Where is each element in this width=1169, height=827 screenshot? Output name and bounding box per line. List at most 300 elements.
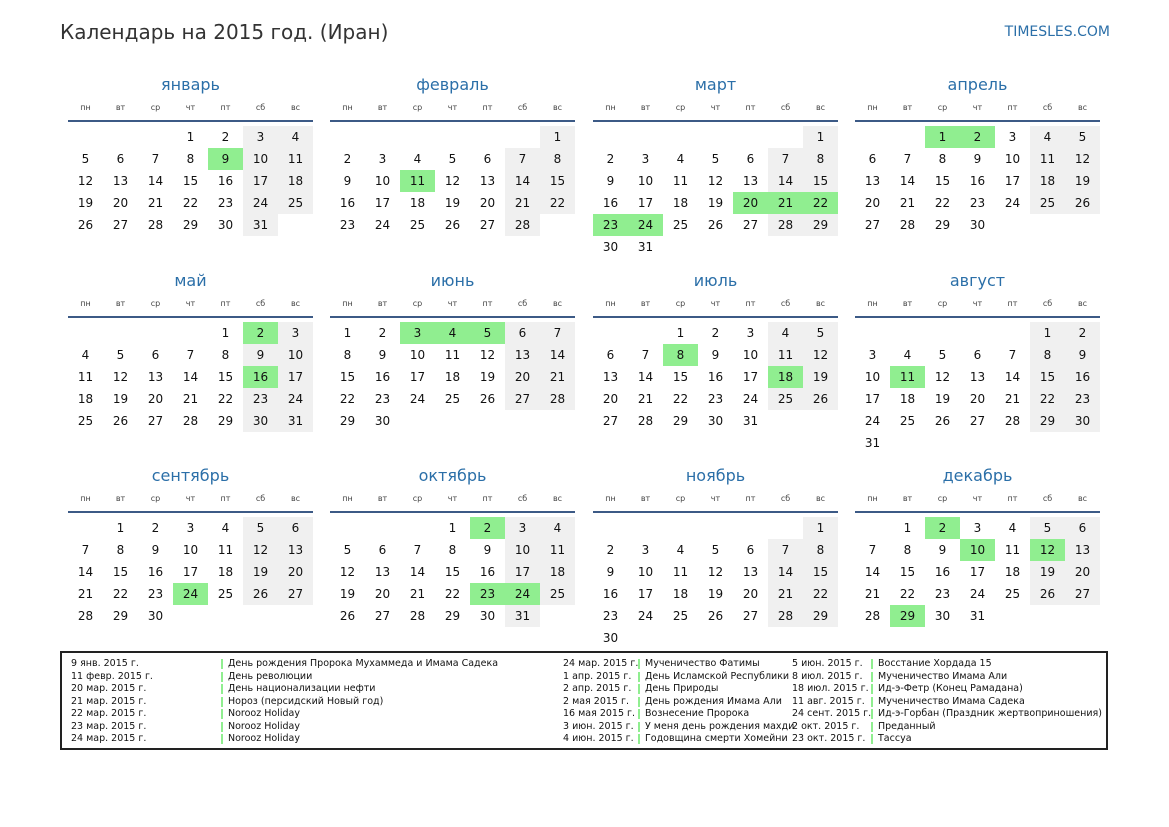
day-cell: 27 xyxy=(864,218,881,232)
weekday-label: вт xyxy=(377,103,388,112)
day-cell: 27 xyxy=(602,414,619,428)
legend-date: 2 апр. 2015 г. xyxy=(563,683,632,694)
day-cell: 5 xyxy=(1065,126,1100,148)
month-block xyxy=(593,270,838,432)
day-cell: 15 xyxy=(540,170,575,192)
day-cell: 22 xyxy=(112,587,129,601)
day-cell: 25 xyxy=(540,583,575,605)
day-cell: 25 xyxy=(899,414,916,428)
holiday-day-cell: 20 xyxy=(733,192,768,214)
day-cell: 15 xyxy=(217,370,234,384)
weekday-label: вс xyxy=(552,299,563,308)
day-cell: 26 xyxy=(707,218,724,232)
weekday-label: ср xyxy=(412,494,423,503)
legend-holiday-name: Тассуа xyxy=(878,733,912,744)
weekday-label: ср xyxy=(412,103,423,112)
day-cell: 24 xyxy=(1004,196,1021,210)
day-cell: 1 xyxy=(448,521,457,535)
holiday-day-cell: 16 xyxy=(243,366,278,388)
month-name: май xyxy=(174,271,207,290)
day-cell: 2 xyxy=(221,130,230,144)
legend-date: 23 мар. 2015 г. xyxy=(71,720,147,732)
day-grid xyxy=(855,322,1100,454)
legend-date: 11 февр. 2015 г. xyxy=(71,670,153,682)
day-cell: 23 xyxy=(934,587,951,601)
day-cell: 1 xyxy=(803,517,838,539)
weekday-label: вс xyxy=(815,103,826,112)
day-cell: 15 xyxy=(803,170,838,192)
day-cell: 1 xyxy=(540,126,575,148)
day-cell: 16 xyxy=(479,565,496,579)
weekday-label: чт xyxy=(710,299,721,308)
day-cell: 7 xyxy=(641,348,650,362)
holiday-day-cell: 24 xyxy=(505,583,540,605)
month-block xyxy=(68,74,313,236)
page-title: Календарь на 2015 год. (Иран) xyxy=(60,20,389,44)
day-cell: 17 xyxy=(182,565,199,579)
day-cell: 7 xyxy=(868,543,877,557)
day-cell: 16 xyxy=(934,565,951,579)
day-cell: 18 xyxy=(278,170,313,192)
legend-marker xyxy=(871,697,873,707)
day-cell: 30 xyxy=(147,609,164,623)
month-name: июль xyxy=(693,271,738,290)
day-cell: 24 xyxy=(243,192,278,214)
holiday-day-cell: 21 xyxy=(768,192,803,214)
day-cell: 9 xyxy=(151,543,160,557)
day-cell: 23 xyxy=(339,218,356,232)
day-cell: 18 xyxy=(899,392,916,406)
day-cell: 11 xyxy=(768,344,803,366)
month-name: декабрь xyxy=(942,466,1013,485)
legend-marker xyxy=(871,659,873,669)
month-name: октябрь xyxy=(418,466,487,485)
weekday-label: вт xyxy=(115,299,126,308)
day-cell: 5 xyxy=(1030,517,1065,539)
day-cell: 27 xyxy=(969,414,986,428)
day-cell: 19 xyxy=(77,196,94,210)
day-cell: 27 xyxy=(112,218,129,232)
day-grid xyxy=(330,322,575,432)
day-cell: 4 xyxy=(903,348,912,362)
day-cell: 14 xyxy=(899,174,916,188)
month-block xyxy=(68,270,313,432)
day-cell: 9 xyxy=(378,348,387,362)
legend-date: 24 мар. 2015 г. xyxy=(563,658,639,669)
day-cell: 12 xyxy=(707,565,724,579)
legend-item xyxy=(62,696,1102,709)
day-cell: 1 xyxy=(803,126,838,148)
holiday-day-cell: 3 xyxy=(400,322,435,344)
legend-holiday-name: Norooz Holiday xyxy=(228,720,300,732)
day-cell: 8 xyxy=(221,348,230,362)
holiday-day-cell: 22 xyxy=(803,192,838,214)
day-cell: 13 xyxy=(864,174,881,188)
holiday-day-cell: 11 xyxy=(400,170,435,192)
legend-date: 24 сент. 2015 г. xyxy=(792,708,872,719)
day-cell: 10 xyxy=(243,148,278,170)
day-cell: 24 xyxy=(742,392,759,406)
day-cell: 21 xyxy=(899,196,916,210)
day-cell: 20 xyxy=(864,196,881,210)
weekday-header xyxy=(68,489,313,509)
month-block xyxy=(68,465,313,627)
day-cell: 5 xyxy=(938,348,947,362)
day-cell: 6 xyxy=(116,152,125,166)
day-cell: 19 xyxy=(707,587,724,601)
day-grid xyxy=(68,322,313,432)
day-grid xyxy=(68,126,313,236)
day-cell: 9 xyxy=(938,543,947,557)
weekday-label: чт xyxy=(972,494,983,503)
legend-item xyxy=(62,733,1102,746)
holiday-day-cell: 2 xyxy=(925,517,960,539)
legend-date: 5 июн. 2015 г. xyxy=(792,658,863,669)
day-cell: 25 xyxy=(278,192,313,214)
day-cell: 20 xyxy=(112,196,129,210)
day-cell: 13 xyxy=(374,565,391,579)
day-cell: 4 xyxy=(676,543,685,557)
month-block xyxy=(330,465,575,627)
day-cell: 12 xyxy=(479,348,496,362)
day-cell: 25 xyxy=(672,609,689,623)
day-cell: 26 xyxy=(1065,192,1100,214)
day-grid xyxy=(593,126,838,258)
holiday-day-cell: 11 xyxy=(890,366,925,388)
site-link[interactable]: TIMESLES.COM xyxy=(1004,24,1110,40)
day-cell: 7 xyxy=(151,152,160,166)
day-cell: 7 xyxy=(540,322,575,344)
holiday-legend xyxy=(60,651,1108,750)
day-cell: 13 xyxy=(505,344,540,366)
day-cell: 14 xyxy=(505,170,540,192)
day-cell: 15 xyxy=(934,174,951,188)
legend-holiday-name: День рождения Пророка Мухаммеда и Имама Садека xyxy=(228,658,499,669)
day-cell: 2 xyxy=(711,326,720,340)
legend-date: 20 мар. 2015 г. xyxy=(71,683,147,694)
weekday-label: пн xyxy=(342,103,353,112)
day-cell: 6 xyxy=(1065,517,1100,539)
day-cell: 12 xyxy=(339,565,356,579)
day-cell: 25 xyxy=(217,587,234,601)
weekday-label: пт xyxy=(745,103,756,112)
day-cell: 9 xyxy=(711,348,720,362)
month-name: март xyxy=(694,75,737,94)
weekday-label: пн xyxy=(605,299,616,308)
day-cell: 7 xyxy=(413,543,422,557)
weekday-header xyxy=(330,294,575,314)
day-cell: 4 xyxy=(540,517,575,539)
day-cell: 31 xyxy=(243,214,278,236)
day-cell: 19 xyxy=(1065,170,1100,192)
legend-item xyxy=(62,683,1102,696)
weekday-label: вт xyxy=(640,299,651,308)
day-cell: 28 xyxy=(409,609,426,623)
day-cell: 4 xyxy=(413,152,422,166)
day-cell: 24 xyxy=(409,392,426,406)
day-cell: 6 xyxy=(151,348,160,362)
holiday-day-cell: 23 xyxy=(593,214,628,236)
weekday-label: вт xyxy=(902,299,913,308)
weekday-label: ср xyxy=(675,494,686,503)
day-cell: 24 xyxy=(969,587,986,601)
holiday-day-cell: 23 xyxy=(470,583,505,605)
weekday-label: пт xyxy=(1007,299,1018,308)
day-cell: 2 xyxy=(606,543,615,557)
day-cell: 17 xyxy=(374,196,391,210)
month-name: январь xyxy=(161,75,220,94)
weekday-label: сб xyxy=(780,299,791,308)
day-cell: 25 xyxy=(444,392,461,406)
day-cell: 21 xyxy=(409,587,426,601)
day-cell: 3 xyxy=(186,521,195,535)
day-cell: 10 xyxy=(637,565,654,579)
weekday-label: сб xyxy=(780,103,791,112)
weekday-label: сб xyxy=(1042,299,1053,308)
day-cell: 26 xyxy=(803,388,838,410)
day-cell: 28 xyxy=(505,214,540,236)
day-cell: 22 xyxy=(803,583,838,605)
day-cell: 27 xyxy=(742,218,759,232)
month-block xyxy=(330,270,575,432)
day-cell: 18 xyxy=(672,587,689,601)
day-cell: 17 xyxy=(637,587,654,601)
holiday-day-cell: 1 xyxy=(925,126,960,148)
weekday-header xyxy=(68,98,313,118)
day-cell: 28 xyxy=(182,414,199,428)
legend-holiday-name: День национализации нефти xyxy=(228,683,376,694)
day-cell: 9 xyxy=(1065,344,1100,366)
day-cell: 20 xyxy=(505,366,540,388)
day-cell: 17 xyxy=(243,170,278,192)
day-cell: 21 xyxy=(505,192,540,214)
weekday-label: вс xyxy=(290,103,301,112)
legend-holiday-name: Norooz Holiday xyxy=(228,708,300,719)
legend-holiday-name: Нороз (персидский Новый год) xyxy=(228,695,384,707)
day-cell: 14 xyxy=(540,344,575,366)
legend-date: 21 мар. 2015 г. xyxy=(71,695,147,707)
legend-holiday-name: Мученичество Имама Али xyxy=(878,670,1008,682)
month-name: февраль xyxy=(416,75,489,94)
weekday-label: чт xyxy=(710,494,721,503)
day-cell: 21 xyxy=(540,366,575,388)
day-cell: 14 xyxy=(77,565,94,579)
day-cell: 1 xyxy=(1030,322,1065,344)
day-cell: 25 xyxy=(1030,192,1065,214)
day-cell: 16 xyxy=(1065,366,1100,388)
month-divider xyxy=(330,511,575,513)
legend-item xyxy=(62,708,1102,721)
legend-holiday-name: Norooz Holiday xyxy=(228,733,300,744)
day-cell: 7 xyxy=(505,148,540,170)
day-cell: 22 xyxy=(672,392,689,406)
weekday-header xyxy=(593,294,838,314)
holiday-day-cell: 10 xyxy=(960,539,995,561)
day-cell: 5 xyxy=(448,152,457,166)
day-cell: 28 xyxy=(540,388,575,410)
day-cell: 27 xyxy=(374,609,391,623)
weekday-label: вс xyxy=(815,299,826,308)
weekday-label: вс xyxy=(290,494,301,503)
day-cell: 3 xyxy=(378,152,387,166)
day-cell: 10 xyxy=(505,539,540,561)
legend-marker xyxy=(871,722,873,732)
weekday-label: ср xyxy=(675,299,686,308)
month-divider xyxy=(330,120,575,122)
day-cell: 15 xyxy=(182,174,199,188)
day-cell: 12 xyxy=(77,174,94,188)
day-cell: 16 xyxy=(147,565,164,579)
day-cell: 29 xyxy=(803,605,838,627)
day-cell: 17 xyxy=(1004,174,1021,188)
day-cell: 16 xyxy=(339,196,356,210)
day-cell: 9 xyxy=(243,344,278,366)
weekday-header xyxy=(855,489,1100,509)
weekday-label: ср xyxy=(675,103,686,112)
weekday-label: вс xyxy=(552,103,563,112)
day-cell: 27 xyxy=(147,414,164,428)
day-cell: 16 xyxy=(969,174,986,188)
day-cell: 8 xyxy=(803,539,838,561)
legend-holiday-name: Мученичество Имама Садека xyxy=(878,695,1025,707)
day-cell: 12 xyxy=(707,174,724,188)
day-grid xyxy=(330,517,575,627)
day-cell: 14 xyxy=(864,565,881,579)
day-cell: 3 xyxy=(641,152,650,166)
month-divider xyxy=(68,120,313,122)
day-cell: 6 xyxy=(746,152,755,166)
day-cell: 3 xyxy=(868,348,877,362)
day-cell: 23 xyxy=(374,392,391,406)
day-cell: 13 xyxy=(112,174,129,188)
day-cell: 8 xyxy=(803,148,838,170)
weekday-label: чт xyxy=(185,103,196,112)
legend-marker xyxy=(871,709,873,719)
day-cell: 14 xyxy=(637,370,654,384)
day-cell: 8 xyxy=(116,543,125,557)
day-cell: 6 xyxy=(868,152,877,166)
weekday-label: вт xyxy=(115,494,126,503)
day-cell: 13 xyxy=(1065,539,1100,561)
day-cell: 19 xyxy=(243,561,278,583)
day-cell: 23 xyxy=(243,388,278,410)
day-cell: 7 xyxy=(768,539,803,561)
day-cell: 13 xyxy=(602,370,619,384)
day-cell: 5 xyxy=(343,543,352,557)
holiday-day-cell: 2 xyxy=(243,322,278,344)
day-cell: 16 xyxy=(602,587,619,601)
day-grid xyxy=(855,126,1100,236)
weekday-header xyxy=(593,98,838,118)
weekday-label: пт xyxy=(220,494,231,503)
day-cell: 5 xyxy=(81,152,90,166)
day-cell: 31 xyxy=(969,609,986,623)
month-divider xyxy=(855,316,1100,318)
day-cell: 12 xyxy=(444,174,461,188)
day-cell: 22 xyxy=(182,196,199,210)
day-cell: 14 xyxy=(768,561,803,583)
day-cell: 1 xyxy=(221,326,230,340)
weekday-label: пт xyxy=(482,103,493,112)
day-cell: 23 xyxy=(602,609,619,623)
weekday-label: пт xyxy=(1007,494,1018,503)
month-divider xyxy=(330,316,575,318)
weekday-label: сб xyxy=(780,494,791,503)
day-cell: 22 xyxy=(899,587,916,601)
weekday-label: ср xyxy=(150,103,161,112)
weekday-label: пн xyxy=(605,103,616,112)
legend-item xyxy=(62,721,1102,734)
month-block xyxy=(855,465,1100,627)
legend-holiday-name: День рождения Имама Али xyxy=(645,695,782,707)
day-cell: 10 xyxy=(1004,152,1021,166)
day-cell: 9 xyxy=(606,174,615,188)
legend-item xyxy=(62,671,1102,684)
weekday-label: пн xyxy=(80,299,91,308)
day-cell: 13 xyxy=(278,539,313,561)
day-cell: 29 xyxy=(444,609,461,623)
day-cell: 1 xyxy=(676,326,685,340)
weekday-label: вс xyxy=(1077,299,1088,308)
day-cell: 6 xyxy=(483,152,492,166)
day-cell: 3 xyxy=(641,543,650,557)
day-cell: 18 xyxy=(409,196,426,210)
day-cell: 3 xyxy=(973,521,982,535)
day-cell: 9 xyxy=(343,174,352,188)
legend-date: 3 июн. 2015 г. xyxy=(563,720,634,732)
day-cell: 12 xyxy=(112,370,129,384)
day-cell: 10 xyxy=(742,348,759,362)
month-divider xyxy=(593,120,838,122)
day-cell: 20 xyxy=(479,196,496,210)
day-cell: 10 xyxy=(278,344,313,366)
day-cell: 7 xyxy=(81,543,90,557)
holiday-day-cell: 2 xyxy=(960,126,995,148)
weekday-label: пт xyxy=(482,299,493,308)
day-cell: 4 xyxy=(768,322,803,344)
weekday-label: пт xyxy=(1007,103,1018,112)
day-cell: 12 xyxy=(803,344,838,366)
day-cell: 28 xyxy=(77,609,94,623)
day-cell: 26 xyxy=(339,609,356,623)
day-cell: 24 xyxy=(278,388,313,410)
day-cell: 26 xyxy=(112,414,129,428)
day-cell: 2 xyxy=(606,152,615,166)
day-cell: 29 xyxy=(217,414,234,428)
day-cell: 21 xyxy=(768,583,803,605)
day-cell: 4 xyxy=(81,348,90,362)
day-cell: 5 xyxy=(243,517,278,539)
day-cell: 15 xyxy=(112,565,129,579)
weekday-label: вт xyxy=(640,494,651,503)
weekday-label: пт xyxy=(482,494,493,503)
day-cell: 8 xyxy=(343,348,352,362)
day-cell: 21 xyxy=(147,196,164,210)
weekday-label: вс xyxy=(1077,494,1088,503)
day-cell: 15 xyxy=(672,370,689,384)
day-cell: 2 xyxy=(151,521,160,535)
day-cell: 8 xyxy=(540,148,575,170)
day-cell: 19 xyxy=(444,196,461,210)
month-block xyxy=(855,270,1100,454)
day-cell: 23 xyxy=(147,587,164,601)
day-cell: 12 xyxy=(1065,148,1100,170)
day-cell: 21 xyxy=(864,587,881,601)
day-cell: 10 xyxy=(374,174,391,188)
weekday-label: пн xyxy=(342,299,353,308)
legend-date: 24 мар. 2015 г. xyxy=(71,733,147,744)
month-name: сентябрь xyxy=(151,466,230,485)
